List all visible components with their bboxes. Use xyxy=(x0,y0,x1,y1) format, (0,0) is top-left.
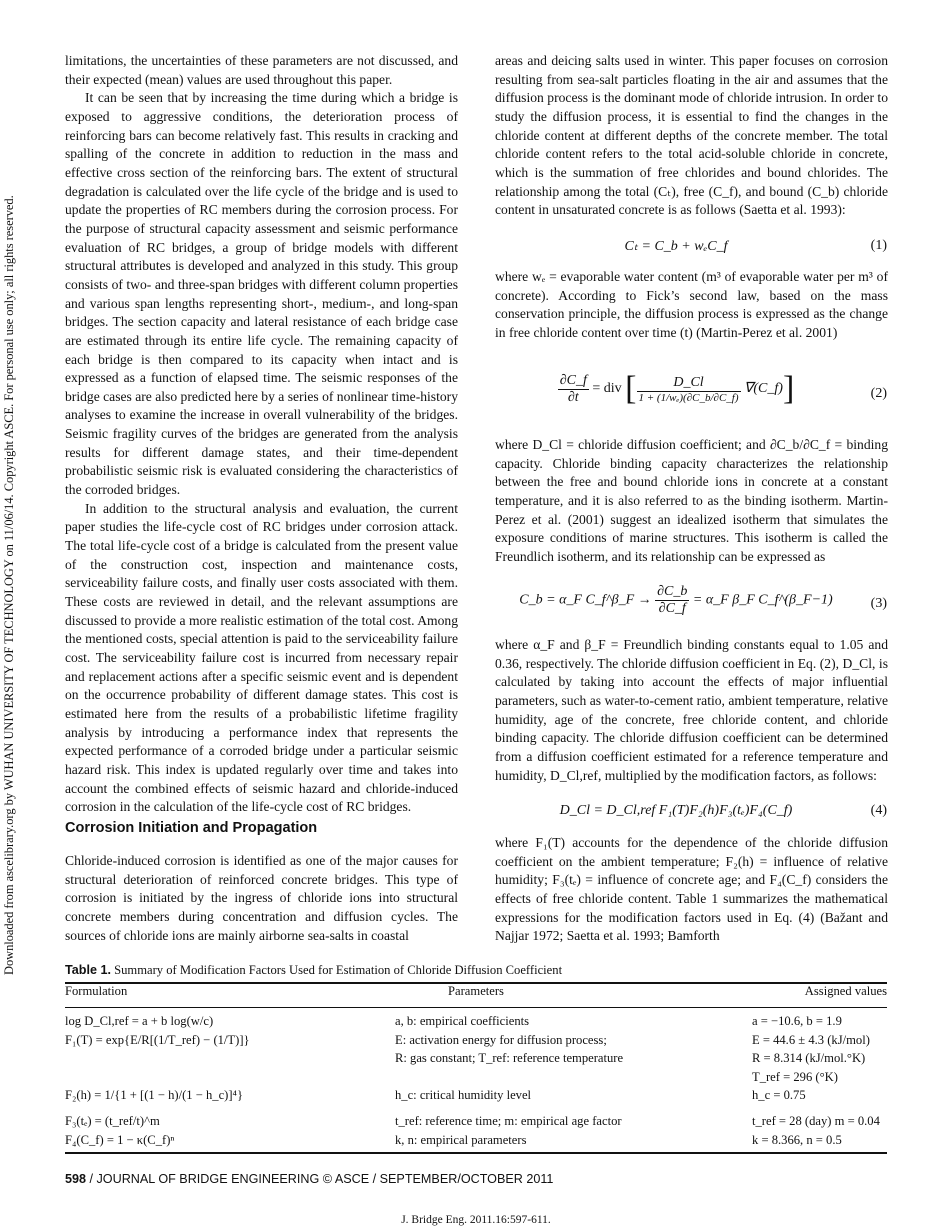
table-header xyxy=(65,984,887,1007)
cell: R = 8.314 (kJ/mol.°K) xyxy=(752,1051,866,1065)
cell: t_ref = 28 (day) m = 0.04 xyxy=(752,1114,880,1128)
cell: k = 8.366, n = 0.5 xyxy=(752,1132,842,1147)
equation-lhs: C_b = α_F C_f^β_F → xyxy=(519,592,652,608)
page-number: 598 xyxy=(65,1172,87,1186)
cell: h_c = 0.75 xyxy=(752,1088,806,1102)
cell: F₂(h) = 1/{1 + [(1 − h)/(1 − h_c)]⁴} xyxy=(65,1088,243,1102)
table-row xyxy=(65,1033,887,1052)
cell: T_ref = 296 (°K) xyxy=(752,1069,838,1084)
cell: R: gas constant; T_ref: reference temperature xyxy=(395,1051,624,1065)
equation-expr: D_Cl = D_Cl,ref F₁(T)F₂(h)F₃(tₑ)F₄(C_f) xyxy=(559,803,793,818)
table-row xyxy=(65,1114,887,1133)
journal-info: / JOURNAL OF BRIDGE ENGINEERING © ASCE / SEPTEMBER/OCTOBER 2011 xyxy=(86,1172,554,1186)
table-row xyxy=(65,1133,887,1152)
page-footer xyxy=(65,1172,553,1186)
paragraph: where D_Cl = chloride diffusion coefficient; and ∂C_b/∂C_f = binding capacity. Chloride binding capacity characterizes the relationship between the free and bound chloride ions in concrete at a constant temperature, and it is also referred to as the binding isotherm. Martin-Perez et al. (2001) suggest an idealized isotherm that simulates the exposure conditions of marine structures. This isotherm is called the Freundlich isotherm, and its relationship can be expressed as xyxy=(495,437,888,564)
cell: a = −10.6, b = 1.9 xyxy=(752,1014,842,1028)
fraction-numerator: ∂C_f xyxy=(559,372,587,388)
column-header: Formulation xyxy=(65,984,128,998)
right-p2 xyxy=(495,268,888,343)
cell: E = 44.6 ± 4.3 (kJ/mol) xyxy=(752,1032,870,1047)
right-p3 xyxy=(495,436,888,567)
section-heading: Corrosion Initiation and Propagation xyxy=(65,820,318,836)
equation-number: (1) xyxy=(870,238,887,253)
right-p4 xyxy=(495,636,888,785)
cell: a, b: empirical coefficients xyxy=(395,1014,530,1028)
cell: k, n: empirical parameters xyxy=(395,1132,527,1147)
fraction-denominator: ∂C_f xyxy=(658,601,686,616)
equation-tail: ∇(C_f) xyxy=(744,381,783,397)
fraction-numerator: ∂C_b xyxy=(657,584,688,599)
table-row xyxy=(65,1070,887,1089)
equation-operator: = div xyxy=(592,381,622,397)
left-column-continued xyxy=(65,852,458,945)
equation-rhs: = α_F β_F C_f^(β_F−1) xyxy=(692,592,833,608)
cell: F₃(tₑ) = (t_ref/t)^m xyxy=(65,1114,160,1128)
paragraph: In addition to the structural analysis and evaluation, the current paper studies the life-cycle cost of RC bridges under corrosion attack. The total life-cycle cost of a bridge is calculated from the present value of the construction cost, inspection and maintenance costs, serviceability failure costs, and finally user costs associated with them. These costs are reviewed in detail, and the relevant assumptions are discussed to provide a more realistic estimation of the total cost. Among the mentioned costs, special attention is paid to the serviceability failure cost. The serviceability failure cost is incurred from necessary repair and replacement actions after a specific seismic event and is dependent on the occurrence probability of different damage states. This cost is estimated here from the results of a probabilistic lifetime fragility analysis by introducing a performance index that represents the expected performance of a corroded bridge under a particular seismic hazard risk. This index is updated regularly over time and takes into account the combined effects of seismic hazard and chloride-induced corrosion in the calculation of the life-cycle cost of RC bridges. xyxy=(65,500,458,815)
equation-expr: Cₜ = C_b + wₑC_f xyxy=(624,239,728,254)
column-header: Parameters xyxy=(448,984,504,998)
paragraph: where wₑ = evaporable water content (m³ of evaporable water per m³ of concrete). According to Fick’s second law, based on the mass conservation principle, the diffusion process is expressed as the change in free chloride content over time (t) (Martin-Perez et al. 2001) xyxy=(495,269,888,340)
citation: J. Bridge Eng. 2011.16:597-611. xyxy=(401,1214,551,1226)
table-row xyxy=(65,1014,887,1033)
paragraph: where F₁(T) accounts for the dependence of the chloride diffusion coefficient on the ambient temperature; F₂(h) = influence of relative humidity; F₃(tₑ) = influence of concrete age; and F₄(C_f) considers the effects of free chloride content. Table 1 summarizes the mathematical expressions for the modification factors used in Eq. (4) (Bažant and Najjar 1972; Saetta et al. 1993; Bamforth xyxy=(495,835,888,944)
equation-2: $\frac{\partial C\_f}{\partial t}$ = div [ $\frac{D\_Cl}{\text{1 + (1/wₑ)(∂C\_b/∂C\_f)}}$ ∇(C_f)] (2) xyxy=(559,370,887,407)
paragraph: limitations, the uncertainties of these parameters are not discussed, and their expected (mean) values are used throughout this paper. xyxy=(65,53,458,87)
caption-text: Summary of Modification Factors Used for Estimation of Chloride Diffusion Coefficient xyxy=(114,963,563,977)
equation-3 xyxy=(495,584,887,628)
cell: F₄(C_f) = 1 − κ(C_f)ⁿ xyxy=(65,1132,175,1147)
fraction-denominator: ∂t xyxy=(567,389,579,405)
paragraph: Chloride-induced corrosion is identified as one of the major causes for structural deterioration of reinforced concrete bridges. This type of corrosion is initiated by the ingress of chloride ions into structural concrete members during concentration and diffusion cycles. The sources of chloride ions are mainly airborne sea-salts in coastal xyxy=(65,853,458,943)
column-header: Assigned values xyxy=(804,984,887,998)
equation-number: (3) xyxy=(870,596,887,611)
equation-number: (2) xyxy=(870,386,887,401)
cell: log D_Cl,ref = a + b log(w/c) xyxy=(65,1014,214,1028)
table-row xyxy=(65,1088,887,1114)
paragraph: where α_F and β_F = Freundlich binding constants equal to 1.05 and 0.36, respectively. The chloride diffusion coefficient in Eq. (2), D_Cl, is calculated by taking into account the effects of major influential parameters, such as water-to-cement ratio, ambient temperature, relative humidity, age of the concrete, free chloride content, and chloride binding capacity. The chloride diffusion coefficient can be determined from a diffusion coefficient estimated for a reference temperature and humidity, D_Cl,ref, multiplied by the modification factors, as follows: xyxy=(495,637,889,783)
paragraph: It can be seen that by increasing the time during which a bridge is exposed to aggressive conditions, the deterioration process of reinforcing bars can become relatively fast. This results in cracking and spalling of the concrete in addition to reduction in the mass and effective cross section of the reinforcing bars. The extent of structural degradation is calculated over the life cycle of the bridge and is used to update the properties of RC members during the corrosion process. For the purpose of structural capacity assessment and seismic performance evaluation of RC bridges, a group of bridge models with different structural attributes is developed and analyzed in this study. This group consists of two- and three-span bridges with different column properties and various span lengths representing short-, medium-, and long-span bridges. The section capacity and lateral resistance of each bridge case are estimated through its entire life cycle. The remaining capacity of each bridge is then compared to its capacity when intact and is expressed as a function of elapsed time. The seismic responses of the bridge cases are also predicted here by a series of nonlinear time-history analyses to examine the increase in overall vulnerability of the bridges. Seismic fragility curves of the bridges are generated from the analysis results for different damage states, and their time-dependent probabilistic seismic risk is evaluated considering the characteristics of the corroded bridges. xyxy=(65,90,458,498)
table-row xyxy=(65,1051,887,1070)
cell: t_ref: reference time; m: empirical age factor xyxy=(395,1114,622,1128)
cell: E: activation energy for diffusion process; xyxy=(395,1032,607,1047)
table-1 xyxy=(65,963,887,1154)
left-column xyxy=(65,52,458,817)
equation-number: (4) xyxy=(870,803,887,818)
right-p1 xyxy=(495,52,888,220)
fraction-denominator: 1 + (1/wₑ)(∂C_b/∂C_f) xyxy=(638,391,739,404)
divider xyxy=(65,1152,887,1154)
table-label: Table 1. xyxy=(65,963,111,977)
divider xyxy=(65,1007,887,1008)
cell: h_c: critical humidity level xyxy=(395,1088,532,1102)
table-caption xyxy=(65,963,887,978)
cell: F₁(T) = exp{E/R[(1/T_ref) − (1/T)]} xyxy=(65,1032,250,1047)
paragraph: areas and deicing salts used in winter. This paper focuses on corrosion resulting from sea-salt particles floating in the air and assumes that the diffusion process is the dominant mode of chloride intrusion. In order to study the diffusion process, it is essential to find the changes in the chloride content at different depths of the concrete member. The total chloride content refers to the total acid-soluble chloride in concrete, which is the summation of free chlorides and bound chlorides. The relationship among the total (Cₜ), free (C_f), and bound (C_b) chloride content in unsaturated concrete is as follows (Saetta et al. 1993): xyxy=(495,53,888,218)
fraction-numerator: D_Cl xyxy=(637,375,741,392)
download-notice: Downloaded from ascelibrary.org by WUHAN UNIVERSITY OF TECHNOLOGY on 11/06/14. Copyright ASCE. For personal use only; all rights reserved. xyxy=(2,195,16,975)
right-p5 xyxy=(495,834,888,946)
